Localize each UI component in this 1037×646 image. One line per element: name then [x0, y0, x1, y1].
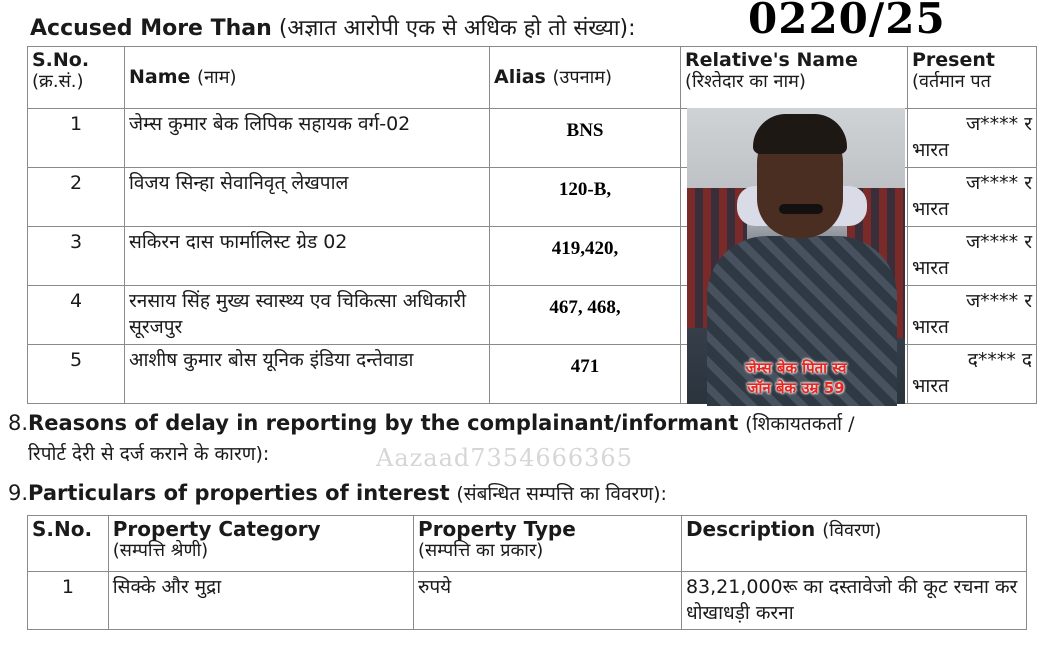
property-description: 83,21,000रू का दस्तावेजो की कूट रचना कर धोखाधड़ी करना	[681, 572, 1026, 630]
section-9-number: 9.	[8, 481, 29, 505]
accused-table-header	[28, 47, 1037, 109]
row-sno: 5	[28, 345, 125, 404]
alias-section: 120-B,	[490, 168, 681, 227]
accused-photo	[687, 108, 905, 404]
section-9-title: Particulars of properties of interest	[28, 481, 450, 505]
row-present	[908, 286, 1037, 345]
col-type-en: Property Type	[418, 517, 576, 541]
col-sno-hi: (क्र.सं.)	[32, 71, 84, 92]
alias-section: 419,420,	[490, 227, 681, 286]
row-country: भारत	[912, 139, 949, 161]
col-alias-hi: (उपनाम)	[552, 67, 613, 88]
row-sno: 2	[28, 168, 125, 227]
col-description	[681, 516, 1026, 572]
property-category: सिक्के और मुद्रा	[108, 572, 413, 630]
row-name: विजय सिन्हा सेवानिवृत् लेखपाल	[125, 168, 490, 227]
section-8-hindi-1: (शिकायतकर्ता /	[745, 413, 855, 435]
col-alias-en: Alias	[494, 66, 546, 88]
property-sno: 1	[28, 572, 109, 630]
accused-hindi-label: (अज्ञात आरोपी एक से अधिक हो तो संख्या):	[278, 16, 636, 41]
col-category-hi: (सम्पत्ति श्रेणी)	[112, 540, 209, 561]
accused-count-heading	[30, 12, 636, 42]
row-address: द**** द	[967, 349, 1032, 371]
row-present	[908, 109, 1037, 168]
row-country: भारत	[912, 198, 949, 220]
col-description-hi: (विवरण)	[822, 520, 882, 541]
row-address: ज**** र	[966, 113, 1032, 135]
col-sno-en: S.No.	[32, 49, 90, 71]
col-name-en: Name	[129, 66, 191, 88]
col-relative-hi: (रिश्तेदार का नाम)	[685, 71, 806, 92]
property-table	[27, 515, 1027, 630]
row-name: रनसाय सिंह मुख्य स्वास्थ्य एव चिकित्सा अधिकारी सूरजपुर	[125, 286, 490, 345]
accused-label: Accused More Than	[30, 16, 272, 41]
row-country: भारत	[912, 257, 949, 279]
col-alias	[490, 47, 681, 109]
col-present-hi: (वर्तमान पत	[912, 71, 991, 92]
row-sno: 1	[28, 109, 125, 168]
row-present	[908, 345, 1037, 404]
row-present	[908, 168, 1037, 227]
col-sno	[28, 47, 125, 109]
table-row	[28, 572, 1027, 630]
alias-act: BNS	[490, 109, 681, 168]
watermark: Aazaad7354666365	[376, 444, 633, 472]
row-name: जेम्स कुमार बेक लिपिक सहायक वर्ग-02	[125, 109, 490, 168]
section-9-heading	[8, 480, 667, 507]
hair	[753, 114, 847, 154]
row-country: भारत	[912, 316, 949, 338]
property-table-header	[28, 516, 1027, 572]
col-type	[414, 516, 682, 572]
col-relative-en: Relative's Name	[685, 49, 858, 71]
col-relative	[681, 47, 908, 109]
col-name	[125, 47, 490, 109]
moustache	[779, 204, 823, 214]
col-type-hi: (सम्पत्ति का प्रकार)	[418, 540, 544, 561]
property-type: रुपये	[414, 572, 682, 630]
section-8-number: 8.	[8, 411, 29, 435]
section-9-hindi: (संबन्धित सम्पत्ति का विवरण):	[456, 483, 667, 505]
section-8-title: Reasons of delay in reporting by the complainant/informant	[28, 411, 739, 435]
row-sno: 3	[28, 227, 125, 286]
row-country: भारत	[912, 375, 949, 397]
col-description-en: Description	[685, 517, 816, 541]
col-category-en: Property Category	[112, 517, 321, 541]
col-name-hi: (नाम)	[197, 67, 237, 88]
fir-number: 0220/25	[748, 0, 946, 43]
row-address: ज**** र	[966, 231, 1032, 253]
photo-caption-line2: जॉन बेक उम्र 59	[747, 379, 845, 397]
col-present	[908, 47, 1037, 109]
photo-caption	[687, 358, 905, 398]
alias-section: 471	[490, 345, 681, 404]
col-present-en: Present	[912, 49, 995, 71]
row-sno: 4	[28, 286, 125, 345]
col-sno-en: S.No.	[32, 517, 93, 541]
row-address: ज**** र	[966, 290, 1032, 312]
row-name: आशीष कुमार बोस यूनिक इंडिया दन्तेवाडा	[125, 345, 490, 404]
row-address: ज**** र	[966, 172, 1032, 194]
section-8-heading	[8, 410, 855, 437]
alias-section: 467, 468,	[490, 286, 681, 345]
row-present	[908, 227, 1037, 286]
col-sno	[28, 516, 109, 572]
row-name: सकिरन दास फार्मालिस्ट ग्रेड 02	[125, 227, 490, 286]
photo-caption-line1: जेम्स बेक पिता स्व	[745, 359, 847, 377]
col-category	[108, 516, 413, 572]
section-8-hindi-2: रिपोर्ट देरी से दर्ज कराने के कारण):	[28, 443, 270, 465]
